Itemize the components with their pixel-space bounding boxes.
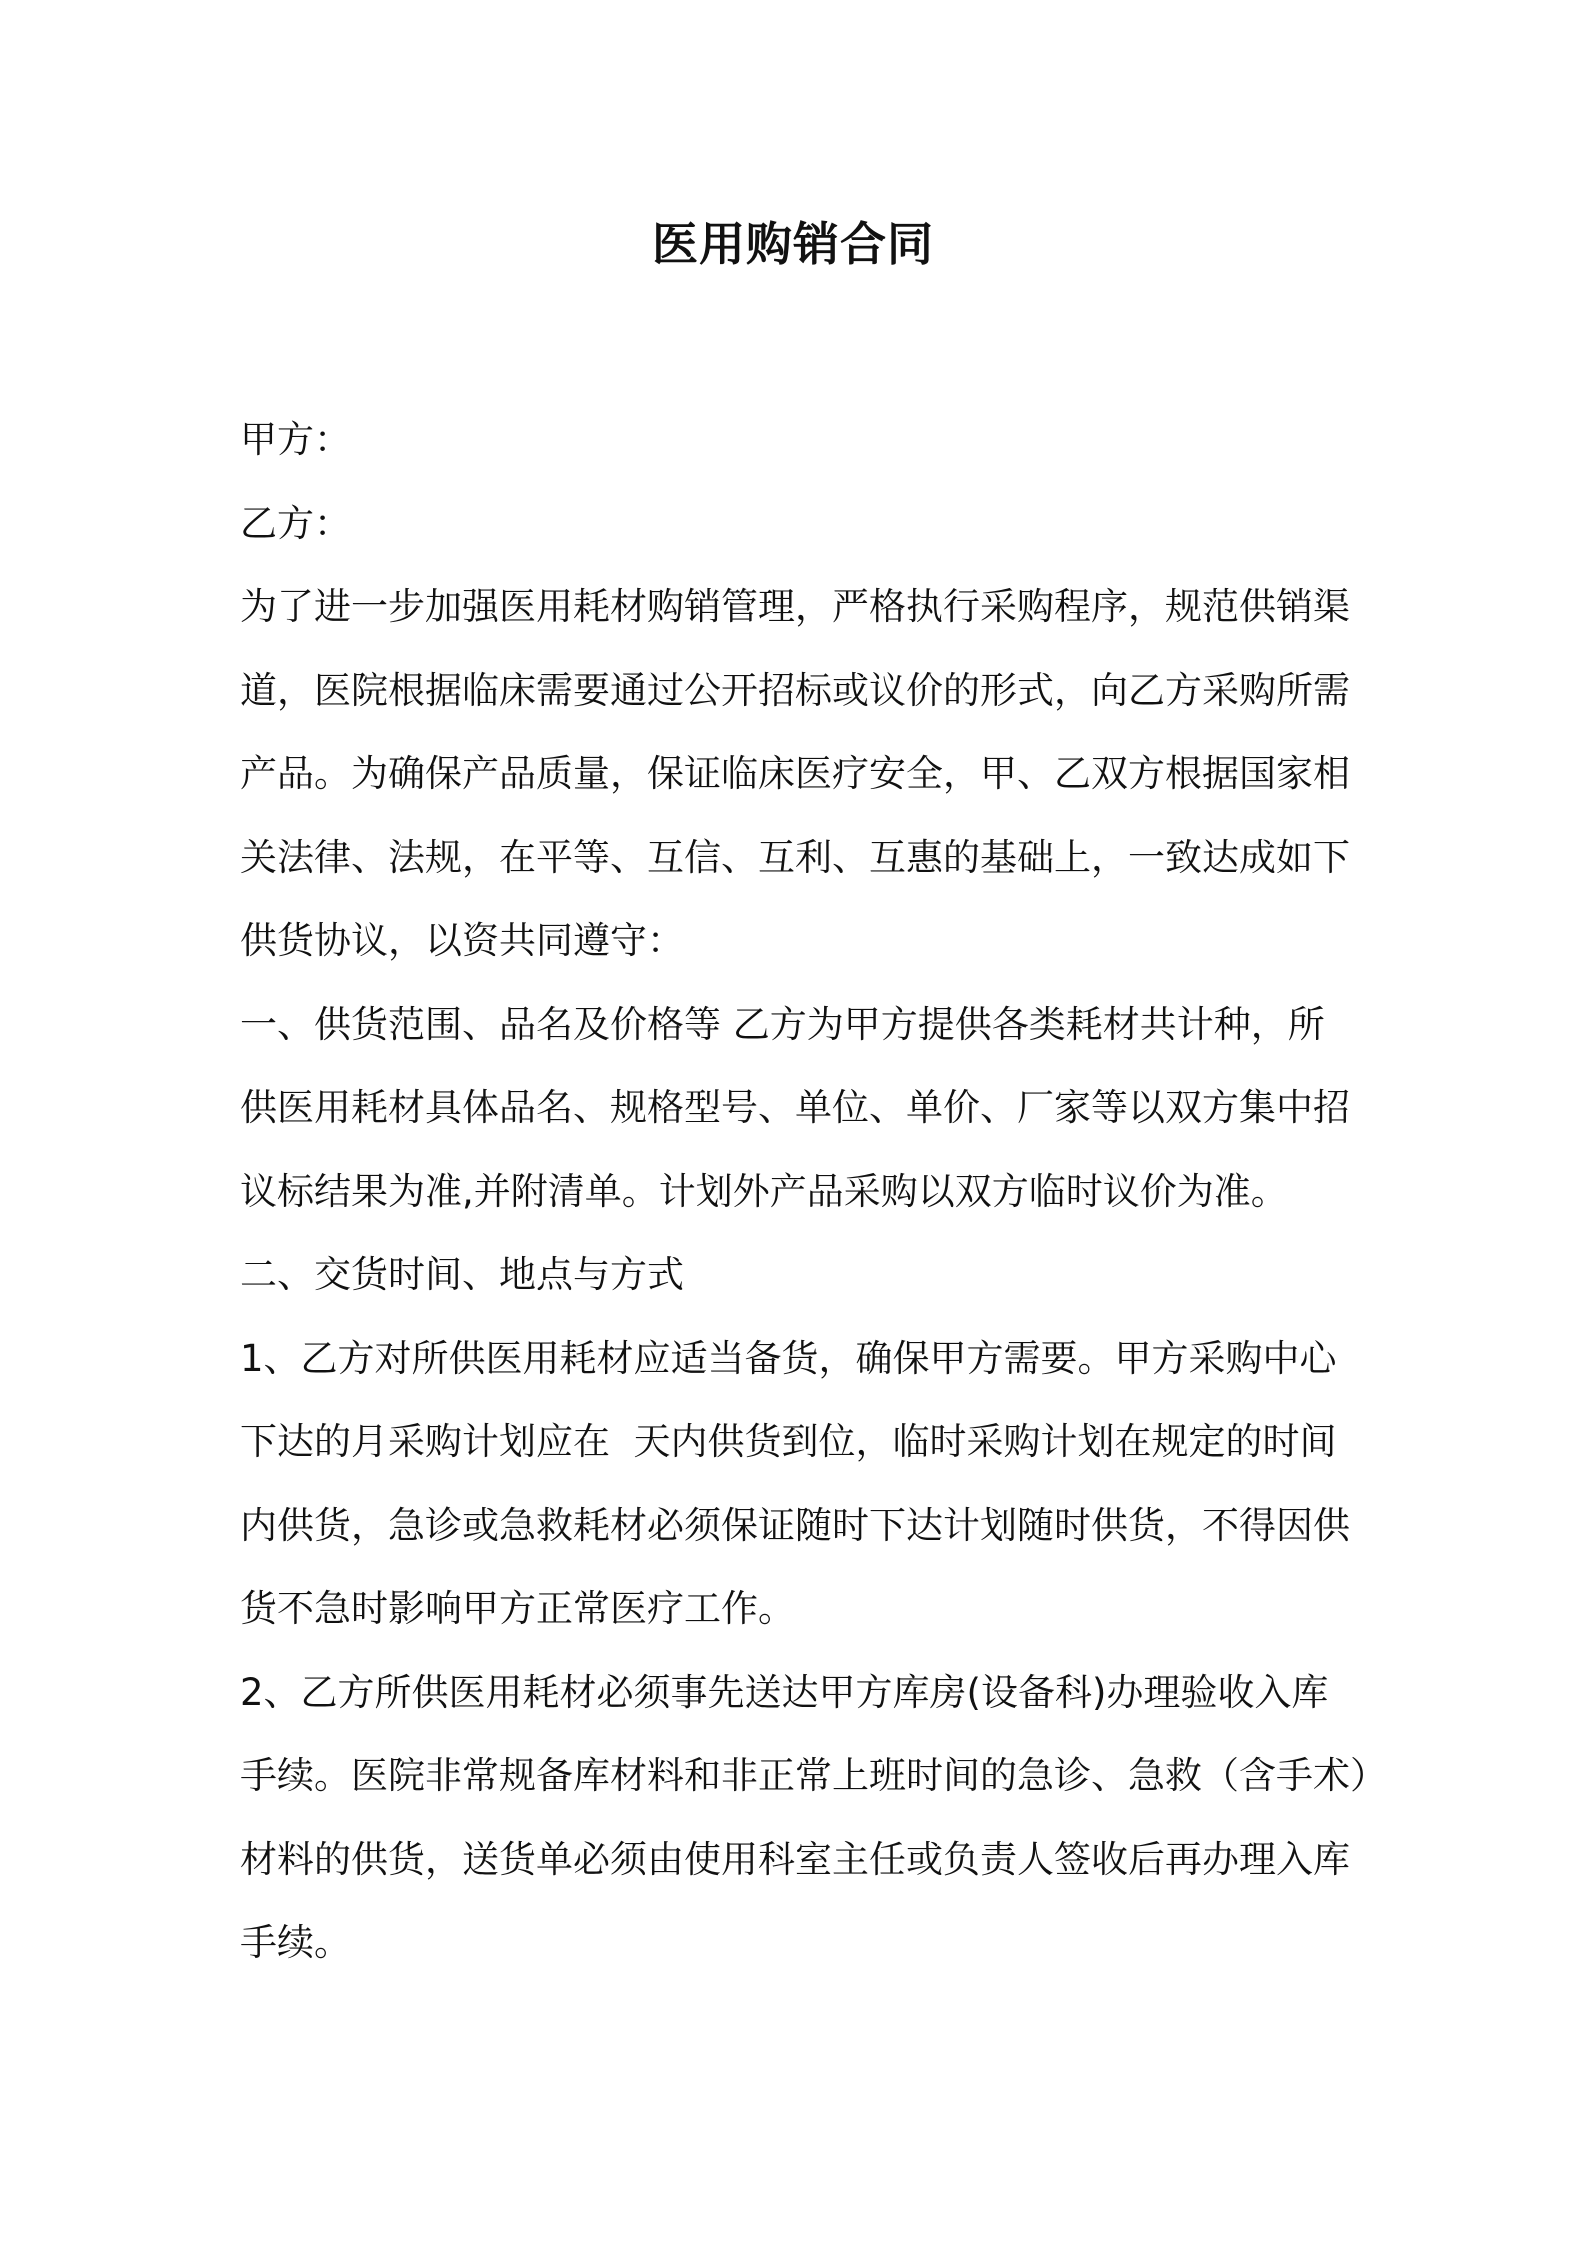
text-line: 货不急时影响甲方正常医疗工作。 xyxy=(240,1587,795,1630)
clause-2-line: 2、乙方所供医用耗材必须事先送达甲方库房(设备科)办理验收入库 xyxy=(240,1670,1329,1714)
text-line: 供医用耗材具体品名、规格型号、单位、单价、厂家等以双方集中招 xyxy=(240,1086,1350,1129)
document-title: 医用购销合同 xyxy=(652,217,934,271)
text-line: 内供货，急诊或急救耗材必须保证随时下达计划随时供货，不得因供 xyxy=(240,1503,1350,1547)
text-line: 手续。医院非常规备库材料和非正常上班时间的急诊、急救（含手术） xyxy=(240,1754,1387,1797)
text-line: 为了进一步加强医用耗材购销管理，严格执行采购程序，规范供销渠 xyxy=(240,585,1350,628)
text-line: 下达的月采购计划应在 天内供货到位，临时采购计划在规定的时间 xyxy=(240,1420,1337,1463)
text-line: 议标结果为准,并附清单。计划外产品采购以双方临时议价为准。 xyxy=(240,1169,1288,1213)
section-heading-2-line: 二、交货时间、地点与方式 xyxy=(240,1253,684,1296)
party-b-line: 乙方： xyxy=(240,501,351,545)
text-line: 手续。 xyxy=(240,1921,351,1964)
text-line: 关法律、法规，在平等、互信、互利、互惠的基础上，一致达成如下 xyxy=(240,835,1350,879)
party-a-line: 甲方： xyxy=(240,418,351,461)
clause-1-line: 1、乙方对所供医用耗材应适当备货，确保甲方需要。甲方采购中心 xyxy=(240,1336,1337,1380)
text-line: 供货协议，以资共同遵守： xyxy=(240,919,684,962)
text-line: 产品。为确保产品质量，保证临床医疗安全，甲、乙双方根据国家相 xyxy=(240,752,1350,795)
document-body xyxy=(240,398,1387,1985)
text-line: 道，医院根据临床需要通过公开招标或议价的形式，向乙方采购所需 xyxy=(240,668,1350,712)
section-heading-1-line: 一、供货范围、品名及价格等 乙方为甲方提供各类耗材共计种，所 xyxy=(240,1002,1325,1046)
text-line: 材料的供货，送货单必须由使用科室主任或负责人签收后再办理入库 xyxy=(240,1837,1350,1881)
